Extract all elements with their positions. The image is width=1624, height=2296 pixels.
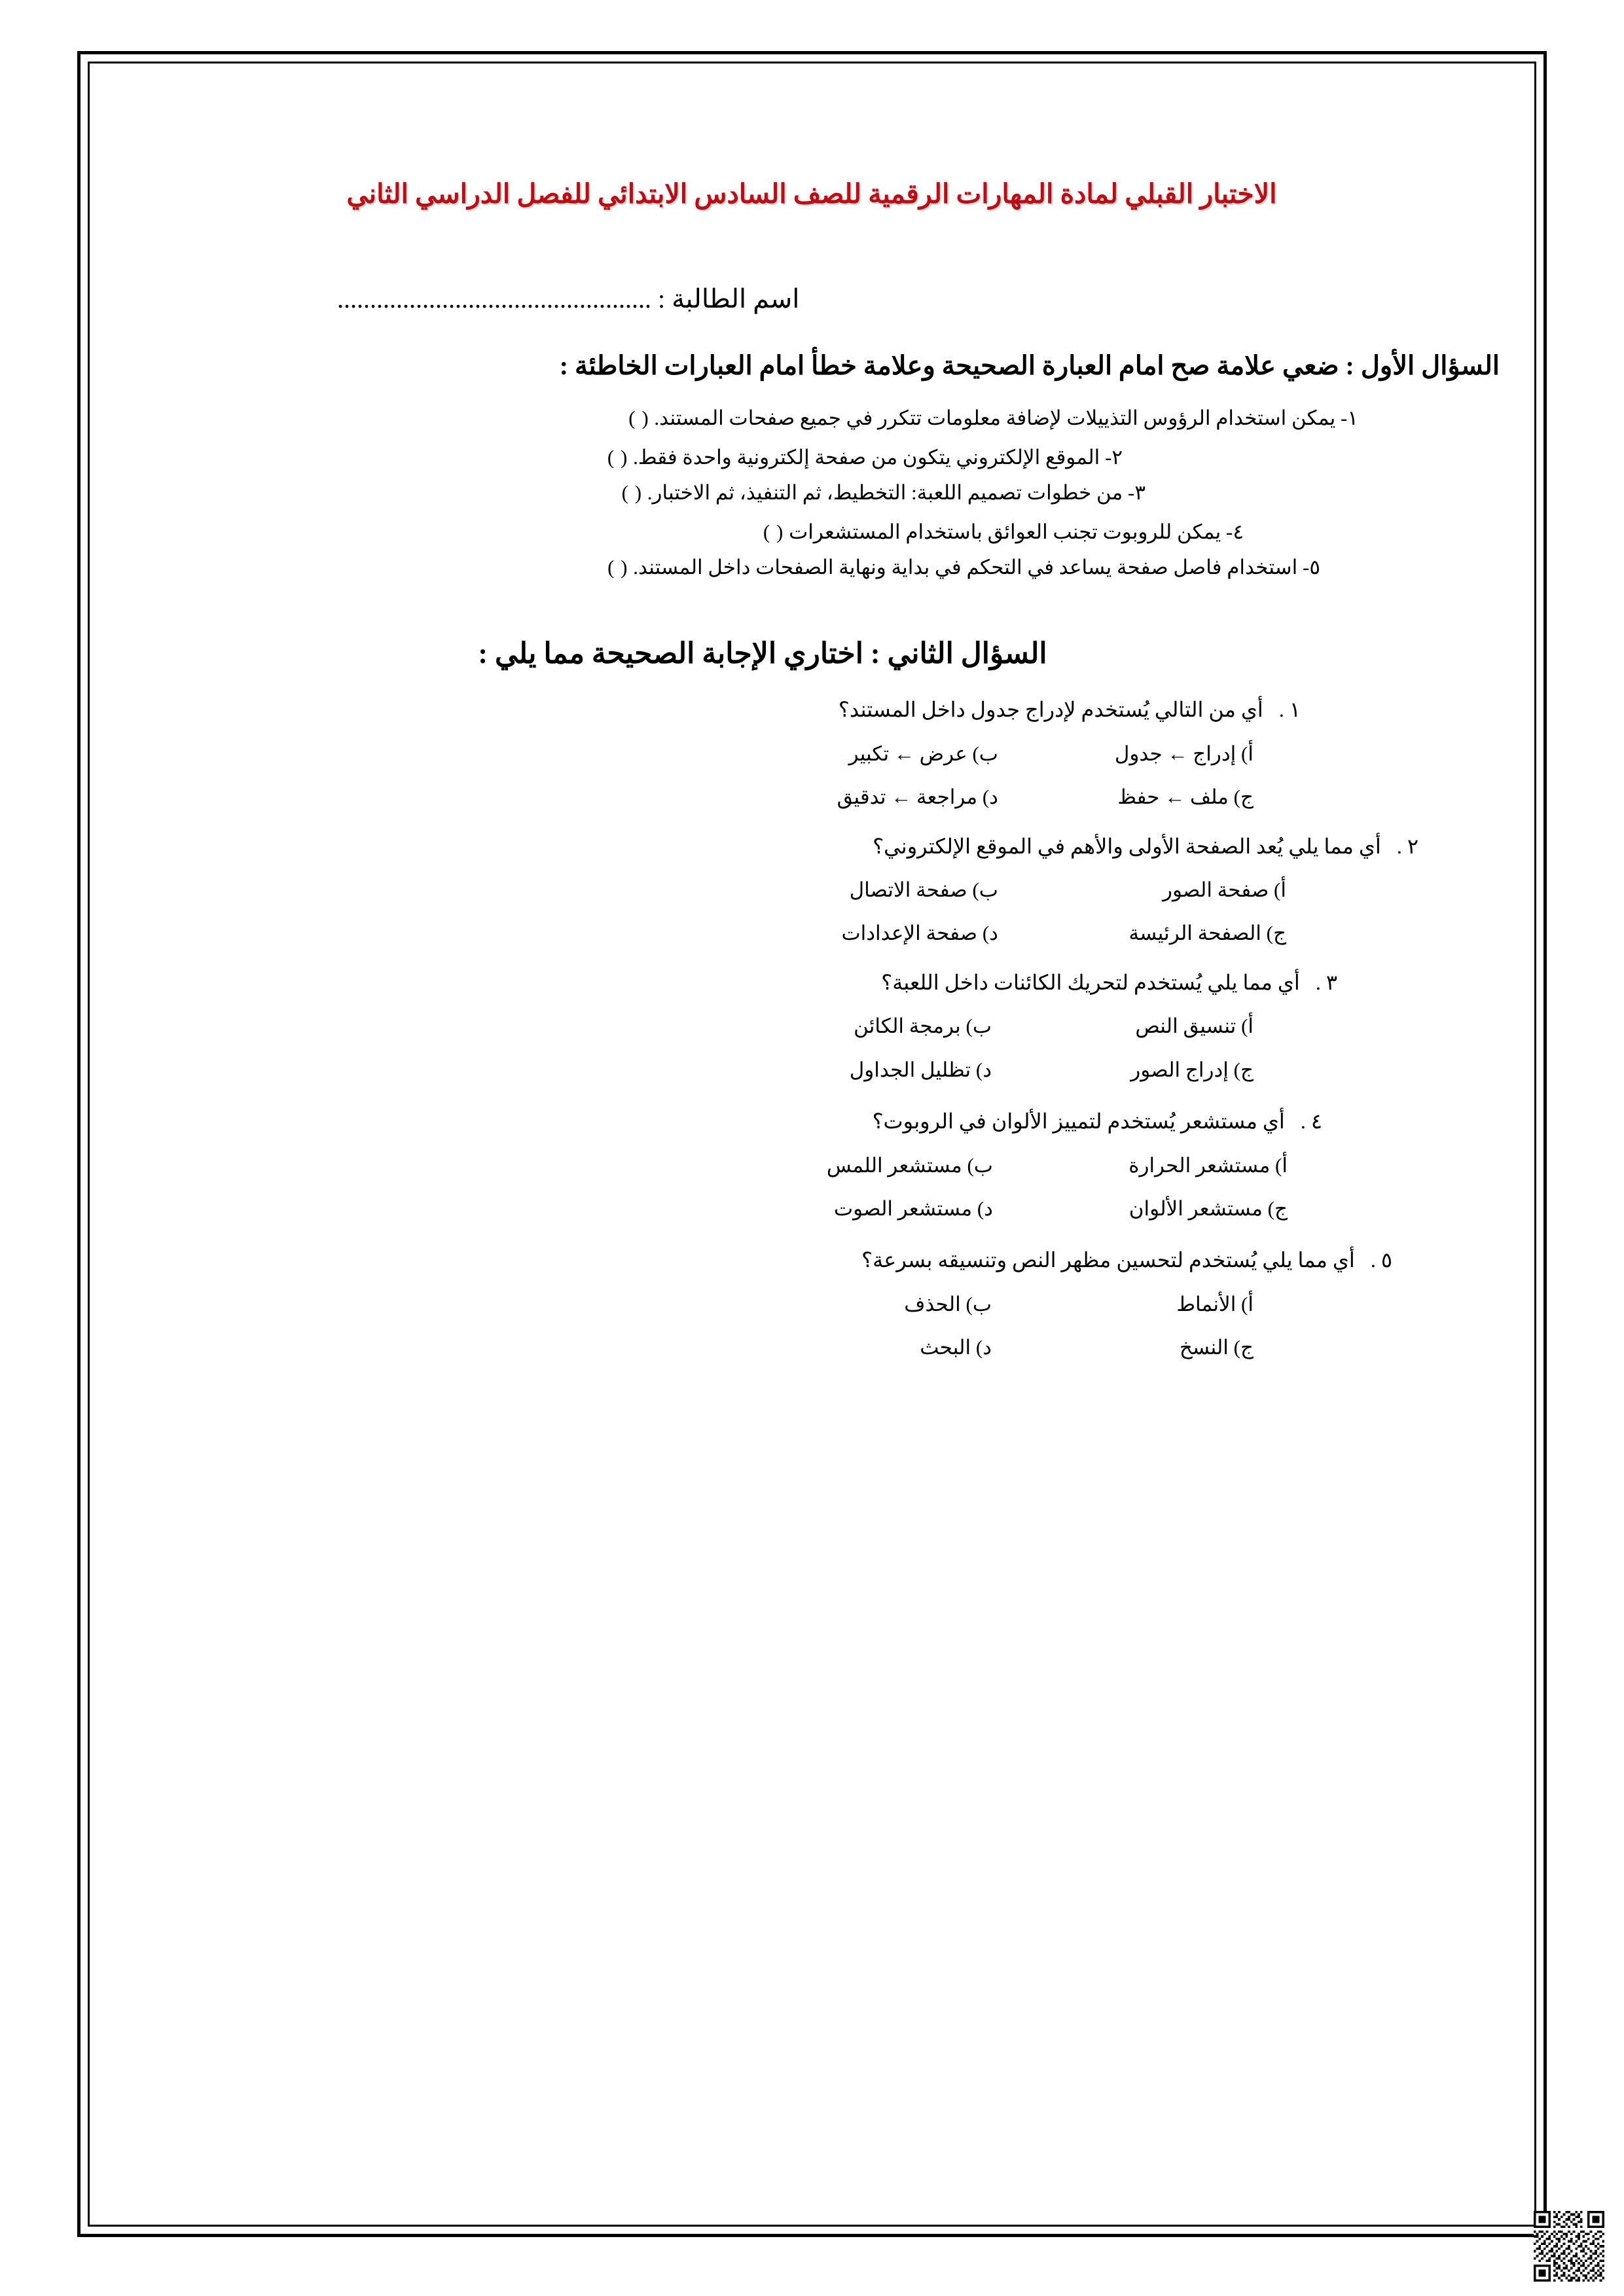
- mcq-question: [115, 969, 1509, 1083]
- mcq-option-b[interactable]: ب) مستشعر اللمس: [826, 1153, 993, 1177]
- answer-box[interactable]: ( ): [607, 555, 628, 579]
- mcq-option-c[interactable]: ج) مستشعر الألوان: [1128, 1196, 1288, 1220]
- student-name-label: اسم الطالبة :: [658, 284, 800, 314]
- mcq-option-b[interactable]: ب) الحذف: [904, 1292, 992, 1316]
- mcq-stem: [115, 696, 1509, 724]
- mcq-stem-text: أي مما يلي يُستخدم لتحسين مظهر النص وتنسيقه بسرعة؟: [861, 1248, 1355, 1272]
- page-title: الاختبار القبلي لمادة المهارات الرقمية للصف السادس الابتدائي للفصل الدراسي الثاني: [346, 179, 1277, 209]
- true-false-statement: [115, 480, 1509, 505]
- mcq-option-a[interactable]: أ) الأنماط: [1176, 1292, 1254, 1316]
- mcq-option-row: [115, 1153, 1509, 1179]
- mcq-stem-text: أي من التالي يُستخدم لإدراج جدول داخل المستند؟: [838, 698, 1263, 722]
- mcq-option-row: [115, 1057, 1509, 1083]
- statement-number: ٤-: [1226, 520, 1244, 543]
- true-false-statement: [115, 445, 1509, 470]
- statement-number: ٥-: [1303, 555, 1320, 579]
- statement-number: ٣-: [1128, 480, 1146, 504]
- statement-text: من خطوات تصميم اللعبة: التخطيط، ثم التنفيذ، ثم الاختبار.: [647, 480, 1123, 504]
- mcq-number: ١ .: [1278, 698, 1301, 722]
- mcq-option-c[interactable]: ج) ملف ← حفظ: [1117, 785, 1254, 809]
- mcq-option-row: [115, 1291, 1509, 1318]
- mcq-stem-text: أي مما يلي يُعد الصفحة الأولى والأهم في الموقع الإلكتروني؟: [873, 834, 1381, 858]
- mcq-option-row: [115, 920, 1509, 946]
- mcq-number: ٢ .: [1396, 834, 1418, 858]
- mcq-number: ٤ .: [1300, 1109, 1322, 1133]
- mcq-option-b[interactable]: ب) عرض ← تكبير: [848, 742, 998, 765]
- statement-text: يمكن للروبوت تجنب العوائق باستخدام المستشعرات: [789, 520, 1221, 543]
- mcq-option-row: [115, 1013, 1509, 1039]
- mcq-stem: [115, 833, 1509, 861]
- section-1-heading: السؤال الأول : ضعي علامة صح امام العبارة الصحيحة وعلامة خطأ امام العبارات الخاطئة :: [559, 351, 1500, 381]
- mcq-option-b[interactable]: ب) صفحة الاتصال: [849, 878, 998, 902]
- student-name-blank[interactable]: ................................................: [337, 284, 651, 314]
- mcq-option-d[interactable]: د) تظليل الجداول: [849, 1058, 992, 1081]
- multiple-choice-list: [115, 696, 1509, 1361]
- mcq-option-row: [115, 741, 1509, 767]
- mcq-option-d[interactable]: د) صفحة الإعدادات: [841, 922, 998, 945]
- mcq-option-c[interactable]: ج) النسخ: [1179, 1336, 1254, 1359]
- statement-number: ١-: [1341, 406, 1358, 430]
- statement-text: الموقع الإلكتروني يتكون من صفحة إلكترونية واحدة فقط.: [633, 446, 1100, 469]
- mcq-option-d[interactable]: د) مستشعر الصوت: [833, 1196, 993, 1220]
- mcq-number: ٥ .: [1370, 1248, 1392, 1272]
- answer-box[interactable]: ( ): [628, 406, 649, 430]
- mcq-stem-text: أي مما يلي يُستخدم لتحريك الكائنات داخل اللعبة؟: [881, 970, 1300, 994]
- answer-box[interactable]: ( ): [763, 520, 784, 543]
- mcq-option-a[interactable]: أ) مستشعر الحرارة: [1128, 1153, 1288, 1177]
- mcq-option-row: [115, 877, 1509, 903]
- mcq-option-a[interactable]: أ) تنسيق النص: [1135, 1014, 1254, 1038]
- answer-box[interactable]: ( ): [621, 480, 643, 504]
- mcq-option-d[interactable]: د) مراجعة ← تدقيق: [837, 785, 998, 809]
- mcq-stem: [115, 969, 1509, 997]
- mcq-stem: [115, 1247, 1509, 1274]
- mcq-option-row: [115, 1335, 1509, 1361]
- mcq-question: [115, 1247, 1509, 1361]
- true-false-statement: [115, 555, 1509, 580]
- mcq-stem-text: أي مستشعر يُستخدم لتمييز الألوان في الروبوت؟: [872, 1109, 1285, 1133]
- mcq-option-row: [115, 1196, 1509, 1222]
- qr-code-icon: [1534, 2211, 1604, 2282]
- mcq-question: [115, 1108, 1509, 1222]
- mcq-option-a[interactable]: أ) صفحة الصور: [1163, 878, 1286, 902]
- document-content: [115, 98, 1509, 2193]
- mcq-option-row: [115, 784, 1509, 810]
- true-false-statement: [115, 406, 1509, 431]
- mcq-question: [115, 833, 1509, 947]
- true-false-statement: [115, 520, 1509, 545]
- student-name-field: [115, 283, 1509, 314]
- mcq-option-c[interactable]: ج) إدراج الصور: [1130, 1058, 1254, 1081]
- answer-box[interactable]: ( ): [607, 446, 628, 469]
- mcq-number: ٣ .: [1315, 970, 1337, 994]
- mcq-option-a[interactable]: أ) إدراج ← جدول: [1114, 742, 1254, 765]
- true-false-list: [115, 406, 1509, 579]
- statement-text: يمكن استخدام الرؤوس التذييلات لإضافة معلومات تتكرر في جميع صفحات المستند.: [654, 406, 1336, 430]
- mcq-option-d[interactable]: د) البحث: [920, 1336, 992, 1359]
- mcq-stem: [115, 1108, 1509, 1136]
- section-2-heading: السؤال الثاني : اختاري الإجابة الصحيحة مما يلي :: [478, 637, 1047, 670]
- mcq-question: [115, 696, 1509, 810]
- statement-number: ٢-: [1105, 446, 1123, 469]
- statement-text: استخدام فاصل صفحة يساعد في التحكم في بداية ونهاية الصفحات داخل المستند.: [633, 555, 1298, 579]
- mcq-option-c[interactable]: ج) الصفحة الرئيسة: [1128, 922, 1286, 945]
- mcq-option-b[interactable]: ب) برمجة الكائن: [854, 1014, 992, 1038]
